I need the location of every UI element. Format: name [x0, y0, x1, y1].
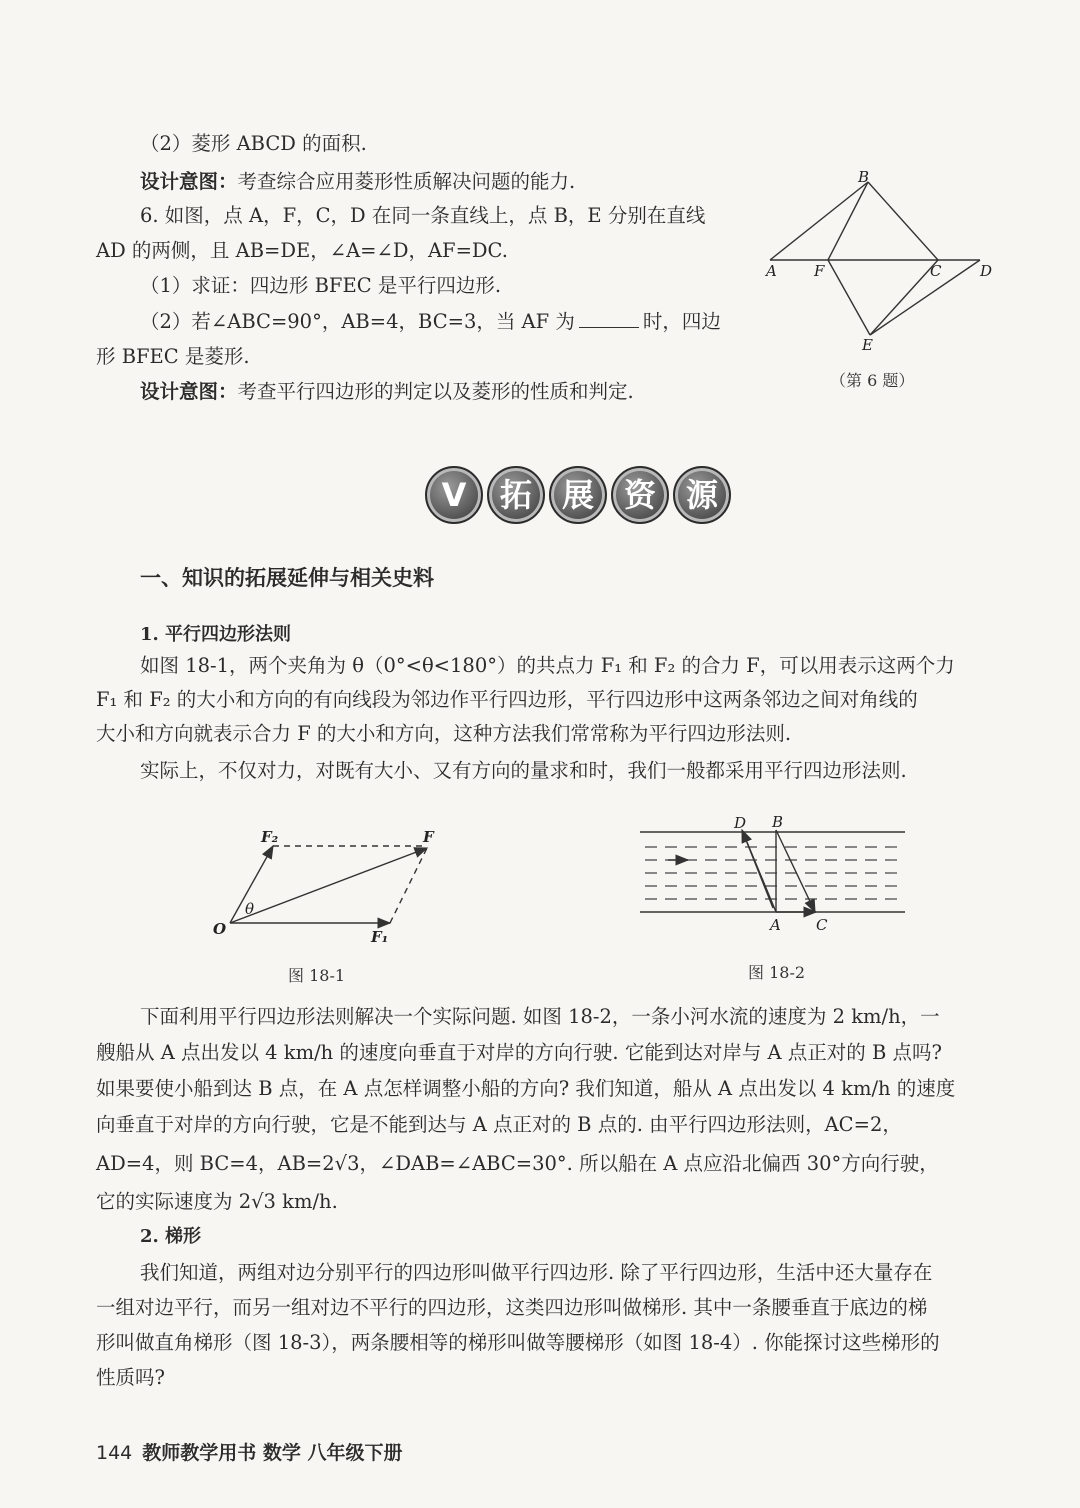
paragraph-line: 大小和方向就表示合力 F 的大小和方向，这种方法我们常常称为平行四边形法则.	[96, 722, 792, 745]
label-B: B	[858, 170, 870, 186]
figure-caption-18-2: 图 18-2	[748, 963, 806, 982]
paragraph-line: 艘船从 A 点出发以 4 km/h 的速度向垂直于对岸的方向行驶. 它能到达对岸与 A 点正对的 B 点吗?	[96, 1041, 942, 1064]
paragraph-line: F₁ 和 F₂ 的大小和方向的有向线段为邻边作平行四边形，平行四边形中这两条邻边之间对角线的	[96, 688, 918, 711]
heading-knowledge-extension: 一、知识的拓展延伸与相关史料	[140, 566, 434, 590]
paragraph-line: 它的实际速度为 2√3 km/h.	[96, 1190, 338, 1213]
badge-roman-five: V	[425, 466, 483, 524]
label-O: O	[213, 920, 227, 938]
figure-q6	[760, 170, 1000, 360]
page-footer	[96, 1438, 403, 1465]
figure-18-2	[640, 812, 910, 942]
label-A: A	[766, 262, 777, 280]
intent-label: 设计意图：	[140, 170, 238, 193]
segment-AB	[770, 182, 868, 260]
paragraph-line: 我们知道，两组对边分别平行的四边形叫做平行四边形. 除了平行四边形，生活中还大量存在	[140, 1261, 933, 1284]
paragraph-line: 如图 18-1，两个夹角为 θ（0°<θ<180°）的共点力 F₁ 和 F₂ 的合力 F，可以用表示这两个力	[140, 654, 955, 677]
intent-text: 考查平行四边形的判定以及菱形的性质和判定.	[237, 380, 634, 403]
badge-char: 源	[673, 466, 731, 524]
book-title: 教师教学用书 数学 八年级下册	[142, 1442, 403, 1464]
text-line: （2）菱形 ABCD 的面积.	[140, 132, 367, 155]
segment-FB	[828, 182, 868, 260]
paragraph-line: 一组对边平行，而另一组对边不平行的四边形，这类四边形叫做梯形. 其中一条腰垂直于底边的梯	[96, 1296, 928, 1319]
badge-char: 资	[611, 466, 669, 524]
label-F1: F₁	[371, 928, 389, 946]
paragraph-line: 形叫做直角梯形（图 18-3），两条腰相等的梯形叫做等腰梯形（如图 18-4）. 你能探讨这些梯形的	[96, 1331, 940, 1354]
segment-D-A	[742, 830, 773, 908]
answer-blank	[579, 309, 639, 328]
intent-text: 考查综合应用菱形性质解决问题的能力.	[237, 170, 576, 193]
paragraph-line: 实际上，不仅对力，对既有大小、又有方向的量求和时，我们一般都采用平行四边形法则.	[140, 759, 907, 782]
section-title	[425, 466, 731, 524]
label-C: C	[930, 262, 942, 280]
intent-label: 设计意图：	[140, 380, 238, 403]
label-F: F	[423, 828, 434, 846]
question-6-sub2-line2: 形 BFEC 是菱形.	[96, 345, 250, 368]
label-D: D	[980, 262, 993, 280]
segment-CE	[870, 260, 938, 335]
subheading-parallelogram-law: 1. 平行四边形法则	[140, 624, 292, 645]
badge-char: 展	[549, 466, 607, 524]
figure-caption-q6: （第 6 题）	[830, 371, 915, 390]
paragraph-line: AD=4，则 BC=4，AB=2√3，∠DAB=∠ABC=30°. 所以船在 A 点应沿北偏西 30°方向行驶，	[96, 1152, 939, 1175]
sub2-pre: （2）若∠ABC=90°，AB=4，BC=3，当 AF 为	[140, 310, 575, 333]
segment-FE	[828, 260, 870, 335]
question-6-sub1: （1）求证：四边形 BFEC 是平行四边形.	[140, 274, 502, 297]
segment-DE	[870, 260, 980, 335]
label-C: C	[816, 916, 828, 934]
figure-caption-18-1: 图 18-1	[288, 966, 346, 985]
label-B: B	[772, 813, 784, 831]
label-F: F	[814, 262, 825, 280]
paragraph-line: 性质吗?	[96, 1366, 165, 1389]
page-number: 144	[96, 1442, 133, 1464]
subheading-trapezoid: 2. 梯形	[140, 1226, 202, 1247]
badge-char: 拓	[487, 466, 545, 524]
paragraph-line: 下面利用平行四边形法则解决一个实际问题. 如图 18-2，一条小河水流的速度为 2 km/h，一	[140, 1005, 940, 1028]
label-theta: θ	[245, 900, 255, 918]
paragraph-line: 如果要使小船到达 B 点，在 A 点怎样调整小船的方向? 我们知道，船从 A 点出发以 4 km/h 的速度	[96, 1077, 956, 1100]
paragraph-line: 向垂直于对岸的方向行驶，它是不能到达与 A 点正对的 B 点的. 由平行四边形法则，AC=2，	[96, 1113, 902, 1136]
label-D: D	[734, 814, 747, 832]
vector-F	[230, 848, 427, 923]
segment-BC	[776, 830, 815, 912]
label-A: A	[770, 916, 781, 934]
segment-BC	[868, 182, 938, 260]
question-6-line1: 6. 如图，点 A，F，C，D 在同一条直线上，点 B，E 分别在直线	[140, 204, 706, 227]
question-6-line2: AD 的两侧，且 AB=DE，∠A=∠D，AF=DC.	[96, 239, 508, 262]
label-E: E	[862, 336, 873, 354]
figure-18-1	[205, 818, 465, 948]
label-F2: F₂	[261, 828, 279, 846]
sub2-post: 时，四边	[642, 310, 721, 333]
